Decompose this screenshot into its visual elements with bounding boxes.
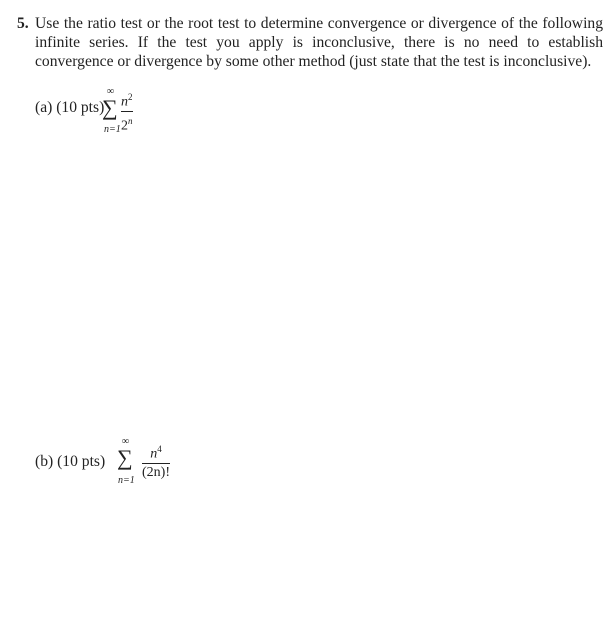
part-a-numerator-exponent: 2 [128,92,133,102]
part-a-label: (a) (10 pts) [35,99,105,116]
part-b-lower-limit: n=1 [118,475,135,486]
part-b-sigma: ∑ [117,445,133,470]
part-a-numerator: n [121,94,128,110]
problem-number: 5. [17,15,29,32]
part-a-sigma: ∑ [102,95,118,120]
part-a-lower-limit: n=1 [104,124,121,135]
part-a-fraction [121,90,133,134]
part-b-denominator: (2n)! [142,464,170,480]
part-b-numerator: n [150,446,158,462]
part-a-denominator: 2 [121,118,128,134]
part-a [35,88,235,144]
part-a-upper-limit: ∞ [107,86,115,97]
part-b-numerator-exponent: 4 [157,444,162,454]
part-b-upper-limit: ∞ [122,436,130,447]
problem-5 [17,14,603,71]
part-b-fraction [142,442,170,481]
part-b-label: (b) (10 pts) [35,453,106,470]
problem-text: Use the ratio test or the root test to determine convergence or divergence of the following infinite series. If the test you apply is inconclusive, there is no need to establish convergence or divergence by some other method (just state that the test is inconclusive). [35,15,603,70]
part-b [35,436,235,498]
part-a-denominator-exponent: n [128,115,133,126]
